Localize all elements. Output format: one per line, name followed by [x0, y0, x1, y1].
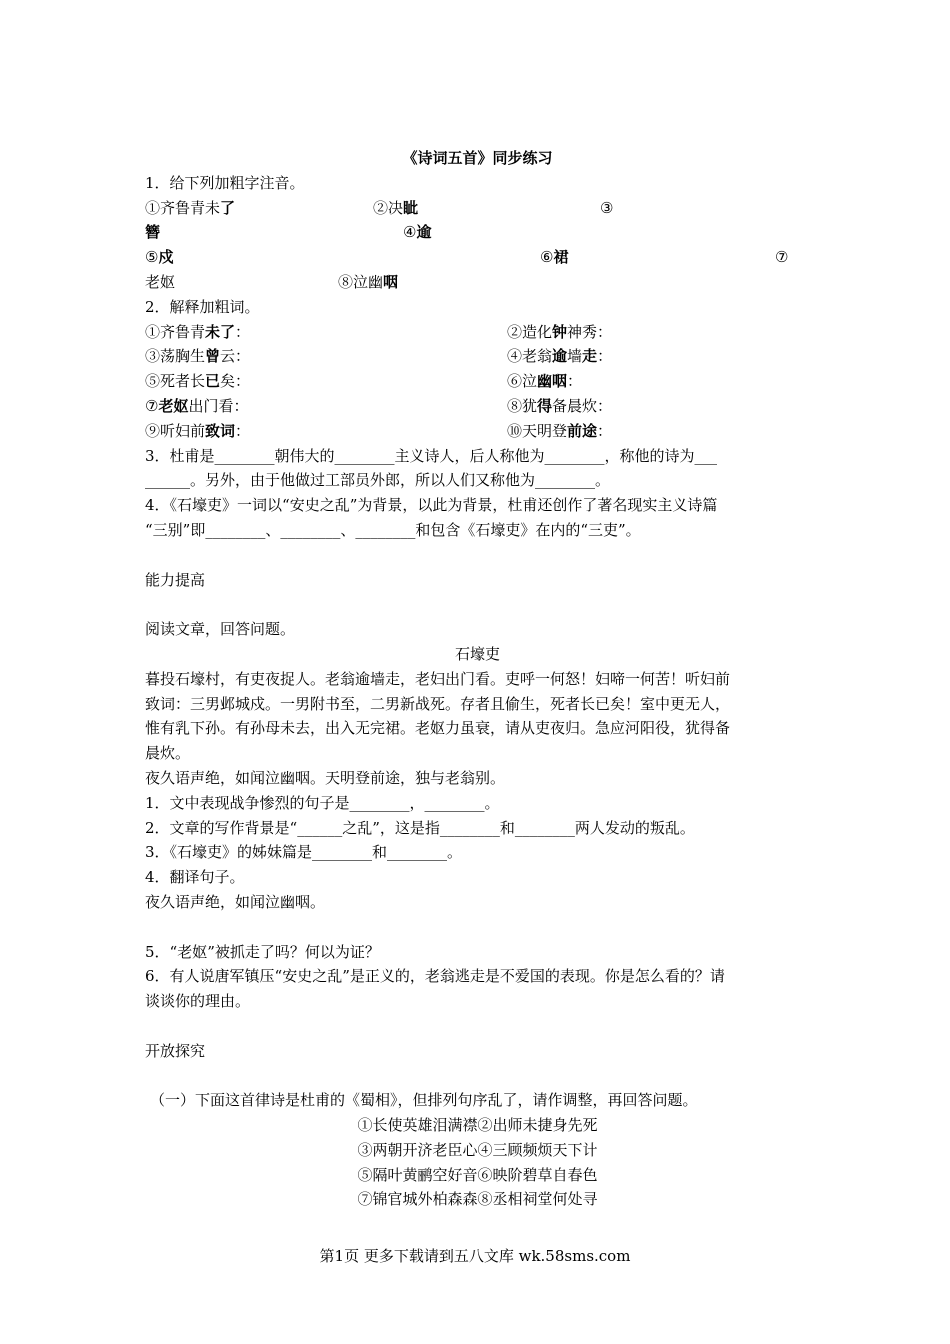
q2-item-2: ②造化钟神秀：: [507, 322, 613, 341]
passage-line: 致词：三男邺城戍。一男附书至，二男新战死。存者且偷生，死者长已矣！室中更无人，: [145, 694, 731, 713]
q1-item-8: ⑧泣幽咽: [338, 272, 399, 291]
question-line: 3．《石壕吏》的姊妹篇是________和________。: [145, 843, 463, 862]
q2-item-5: ⑤死者长已矣：: [145, 372, 251, 391]
shuxiang-line: ⑤隔叶黄鹂空好音⑥映阶碧草自春色: [357, 1165, 598, 1184]
question-line: 谈谈你的理由。: [145, 992, 251, 1011]
q2-item-4: ④老翁逾墙走：: [507, 347, 613, 366]
page-title: 《诗词五首》同步练习: [402, 149, 553, 167]
spacer: [145, 915, 810, 940]
q2-row: [145, 419, 810, 444]
q1-item-3-char: 簪: [145, 223, 161, 242]
q1-row-2: [145, 220, 810, 245]
spacer: [145, 592, 810, 617]
q1-item-6: ⑥裙: [540, 248, 569, 267]
q4-line: “三别”即________、________、________和包含《石壕吏》在内的“三吏”。: [145, 520, 641, 539]
passage-line: 惟有乳下孙。有孙母未去，出入无完裙。老妪力虽衰，请从吏夜归。急应河阳役，犹得备: [145, 719, 731, 738]
q1-item-7-number: ⑦: [775, 248, 789, 267]
spacer: [145, 1014, 810, 1039]
q2-item-7: ⑦老妪出门看：: [145, 396, 249, 415]
poem-title: 石壕吏: [454, 644, 500, 663]
q3-line: ______。另外，由于他做过工部员外郎，所以人们又称他为________。: [145, 471, 611, 490]
q2-row: [145, 344, 810, 369]
q2-heading: 2．解释加粗词。: [145, 297, 260, 316]
read-prompt: 阅读文章，回答问题。: [145, 620, 296, 639]
section-heading-open: 开放探究: [145, 1041, 206, 1060]
q4-line: 4．《石壕吏》一词以“安史之乱”为背景，以此为背景，杜甫还创作了著名现实主义诗篇: [145, 496, 718, 515]
q1-item-5: ⑤戍: [145, 248, 174, 267]
q1-item-7-word: 老妪: [145, 272, 176, 291]
q1-row-4: [145, 270, 810, 295]
question-line: 6．有人说唐军镇压“安史之乱”是正义的，老翁逃走是不爱国的表现。你是怎么看的？请: [145, 967, 725, 986]
q1-item-2: ②决眦: [373, 198, 419, 217]
passage-line: 暮投石壕村，有吏夜捉人。老翁逾墙走，老妇出门看。吏呼一何怒！妇啼一何苦！听妇前: [145, 669, 731, 688]
question-line: 1．文中表现战争惨烈的句子是________，________。: [145, 793, 500, 812]
question-line: 4．翻译句子。: [145, 868, 245, 887]
document-page: [145, 146, 810, 1212]
question-line: 夜久语声绝，如闻泣幽咽。: [145, 892, 326, 911]
q3-line: 3．杜甫是________朝伟大的________主义诗人，后人称他为________，称他的诗为___: [145, 446, 718, 465]
q1-heading: 1．给下列加粗字注音。: [145, 173, 305, 192]
shuxiang-line: ①长使英雄泪满襟②出师未捷身先死: [357, 1116, 598, 1135]
spacer: [145, 543, 810, 568]
passage-line: 夜久语声绝，如闻泣幽咽。天明登前途，独与老翁别。: [145, 768, 506, 787]
q2-item-1: ①齐鲁青未了：: [145, 322, 251, 341]
q2-item-6: ⑥泣幽咽：: [507, 372, 583, 391]
q1-row-1: [145, 196, 810, 221]
q2-row: [145, 369, 810, 394]
spacer: [145, 1063, 810, 1088]
q1-item-1: ①齐鲁青未了: [145, 198, 236, 217]
section-heading-ability: 能力提高: [145, 570, 206, 589]
q2-item-10: ⑩天明登前途：: [507, 421, 613, 440]
q2-item-8: ⑧犹得备晨炊：: [507, 396, 613, 415]
q1-row-3: [145, 245, 810, 270]
open-prompt: （一）下面这首律诗是杜甫的《蜀相》，但排列句序乱了，请作调整，再回答问题。: [150, 1091, 698, 1110]
passage-line: 晨炊。: [145, 744, 191, 763]
question-line: 5．“老妪”被抓走了吗？何以为证？: [145, 942, 380, 961]
q2-row: [145, 394, 810, 419]
q2-row: [145, 320, 810, 345]
page-footer: 第1页 更多下载请到五八文库 wk.58sms.com: [319, 1247, 631, 1265]
q1-item-4: ④逾: [403, 223, 432, 242]
q2-item-9: ⑨听妇前致词：: [145, 421, 251, 440]
q2-item-3: ③荡胸生曾云：: [145, 347, 251, 366]
shuxiang-line: ⑦锦官城外柏森森⑧丞相祠堂何处寻: [357, 1190, 598, 1209]
shuxiang-line: ③两朝开济老臣心④三顾频烦天下计: [357, 1140, 598, 1159]
q1-item-3-number: ③: [600, 198, 614, 217]
question-line: 2．文章的写作背景是“______之乱”，这是指________和________两人发动的叛乱。: [145, 818, 695, 837]
